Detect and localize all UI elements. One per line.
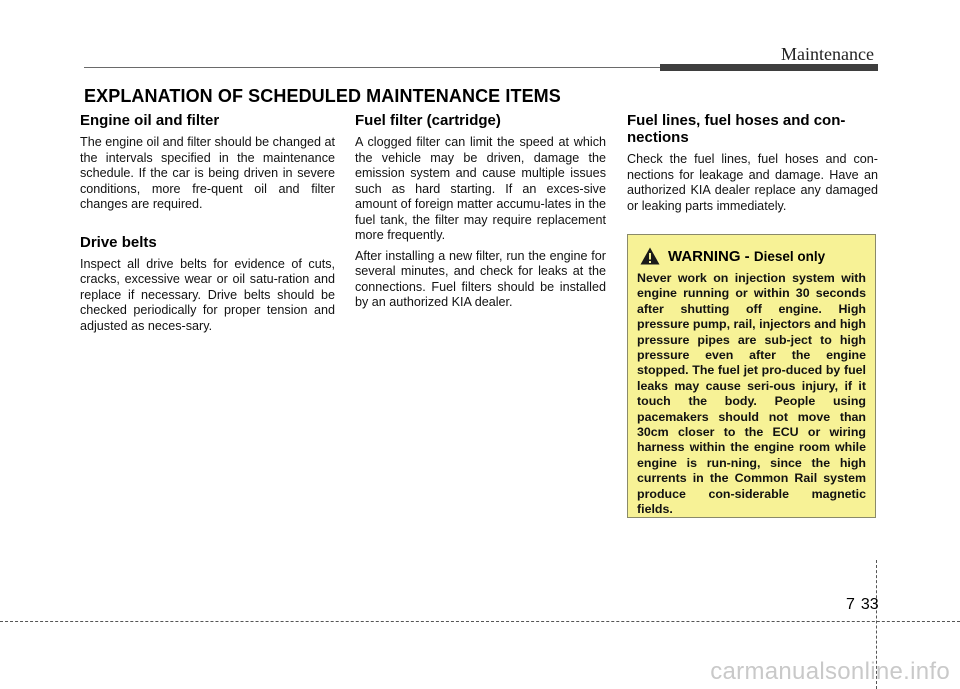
warning-body: Never work on injection system with engine running or within 30 seconds after shutting off engine. High pressure pump, rail, injectors and high pressure pipes are sub-ject to high pressure even after the engine stopped. The fuel jet pro-duced by fuel leaks may cause seri-ous injury, if it touch the body. People using pacemakers should not move than 30cm closer to the ECU or wiring harness within the engine room while engine is run-ning, since the high currents in the Common Rail system produce con-siderable magnetic fields. [637, 271, 866, 517]
warning-box [627, 234, 876, 518]
section-heading: EXPLANATION OF SCHEDULED MAINTENANCE ITEMS [84, 86, 561, 106]
warning-header [637, 247, 866, 265]
warning-suffix: Diesel only [753, 248, 826, 264]
column-2 [355, 112, 606, 316]
watermark: carmanualsonline.info [710, 658, 950, 685]
column-1 [80, 112, 335, 339]
spacer [80, 218, 335, 234]
fuel-filter-para-2: After installing a new filter, run the engine for several minutes, and check for leaks at the connections. Fuel filters should be installed by an authorized KIA dealer. [355, 248, 606, 309]
warning-triangle-icon [640, 247, 660, 265]
warning-label: WARNING - [668, 247, 754, 265]
drive-belts-body: Inspect all drive belts for evidence of cuts, cracks, excessive wear or oil satu-ration and replace if necessary. Drive belts should be checked periodically for proper tension and adjusted as neces-sary. [80, 256, 335, 333]
drive-belts-heading: Drive belts [80, 233, 157, 251]
fuel-filter-heading: Fuel filter (cartridge) [355, 112, 501, 129]
page-number [846, 596, 879, 614]
warning-title [668, 248, 825, 265]
fuel-lines-heading: Fuel lines, fuel hoses and con-nections [627, 112, 846, 146]
engine-oil-body: The engine oil and filter should be changed at the intervals specified in the maintenance schedule. If the car is being driven in severe conditions, more fre-quent oil and filter changes are required. [80, 135, 335, 211]
footer-divider-horizontal [0, 621, 960, 622]
page-number-value: 33 [860, 596, 879, 613]
fuel-filter-para-1: A clogged filter can limit the speed at which the vehicle may be driven, damage the emission system and cause multiple issues such as hard starting. If an exces-sive amount of foreign matter accumu-lates in the fuel tank, the filter may require replacement more frequently. [355, 135, 606, 242]
header-title: Maintenance [781, 44, 874, 64]
engine-oil-heading: Engine oil and filter [80, 112, 220, 129]
column-3 [627, 112, 878, 219]
header-rule [84, 67, 660, 68]
header-tab [660, 64, 878, 71]
fuel-lines-body: Check the fuel lines, fuel hoses and con-nections for leakage and damage. Have an authorized KIA dealer replace any damaged or leaking parts immediately. [627, 152, 878, 213]
chapter-number: 7 [846, 596, 855, 613]
